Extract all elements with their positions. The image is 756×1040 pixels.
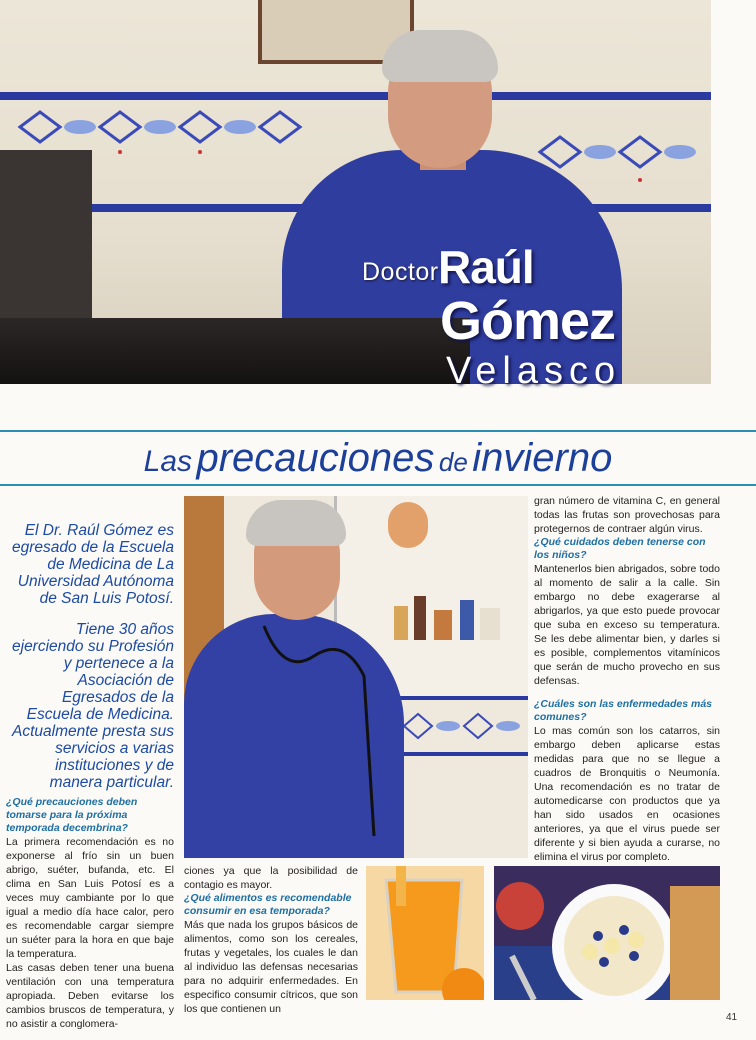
anatomy-model <box>388 502 428 548</box>
shelf-items <box>384 586 524 646</box>
divider-bottom <box>0 484 756 486</box>
title-prefix: Doctor <box>362 258 439 286</box>
column-middle <box>184 864 358 1016</box>
title-name-surname: Gómez <box>440 291 616 351</box>
column-left <box>6 796 174 1031</box>
cereal-breakfast-photo <box>494 866 720 1000</box>
orange-juice-photo <box>366 866 484 1000</box>
body-paragraph: gran número de vitamina C, en general todas las frutas son provechosas para protegernos de contraer algún virus. <box>534 495 720 535</box>
body-paragraph: Lo mas común son los catarros, sin embargo deben aplicarse estas medidas para que no se llegue a cuadros de Bronquitis o Neumonía. Una recomendación es no tratar de automedicarse con productos que ya han sido usados en ocasiones anteriores, ya que el virus puede ser diferente y si bien ayuda a curarse, no elimina el virus por completo. <box>534 725 720 863</box>
desk <box>0 318 470 384</box>
body-paragraph: La primera recomendación es no exponerse al frío sin un buen abrigo, suéter, bufanda, etc. El clima en San Luis Potosí es a veces muy cambiante por lo que igual a medio día hace calor, pero es recomendable cargar siempre un suéter para la hora en que baje la temperatura. <box>6 836 174 960</box>
shelf <box>0 150 92 330</box>
question-heading: ¿Qué alimentos es recomendable consumir en esa temporada? <box>184 892 352 917</box>
intro-paragraph: Tiene 30 años ejerciendo su Profesión y pertenece a la Asociación de Egresados de la Escuela de Medicina. Actualmente presta sus servicios a varias instituciones y de manera particular. <box>12 621 174 791</box>
title-name-first: Raúl <box>438 241 534 293</box>
stethoscope <box>254 616 404 846</box>
body-paragraph: Las casas deben tener una buena ventilación con una temperatura apropiada. Deben evitarse los cambios bruscos de temperatura, y no asistir a conglomera- <box>6 962 174 1030</box>
body-paragraph: Más que nada los grupos básicos de alimentos, como son los cereales, frutas y vegetales, los cuales le dan al individuo las defensas necesarias para no adquirir enfermedades. En especifico consumir cítricos, que son los que contienen un <box>184 919 358 1015</box>
title-name-second-surname: Velasco <box>446 350 622 392</box>
page-number: 41 <box>726 1012 738 1023</box>
wall-frieze-decoration <box>394 696 528 756</box>
doctor-office-photo <box>184 496 528 858</box>
divider-top <box>0 430 756 432</box>
intro-paragraph: El Dr. Raúl Gómez es egresado de la Escuela de Medicina de La Universidad Autónoma de San Luis Potosí. <box>12 522 175 607</box>
body-paragraph: Mantenerlos bien abrigados, sobre todo al momento de salir a la calle. Sin embargo no debe exagerarse al abrigarlos, ya que esto puede provocar que suba en exceso su temperatura. Se les debe alimentar bien, y darles si es posible, complementos vitamínicos que serán de mucho provecho en sus defensas. <box>534 563 720 687</box>
question-heading: ¿Qué precauciones deben tomarse para la próxima temporada decembrina? <box>6 796 138 834</box>
question-heading: ¿Qué cuidados deben tenerse con los niños? <box>534 536 706 561</box>
column-right <box>534 494 720 864</box>
body-paragraph: ciones ya que la posibilidad de contagio es mayor. <box>184 865 358 891</box>
article-headline: Las precauciones de invierno <box>143 436 613 480</box>
question-heading: ¿Cuáles son las enfermedades más comunes? <box>534 698 712 723</box>
intro-text <box>12 522 174 805</box>
